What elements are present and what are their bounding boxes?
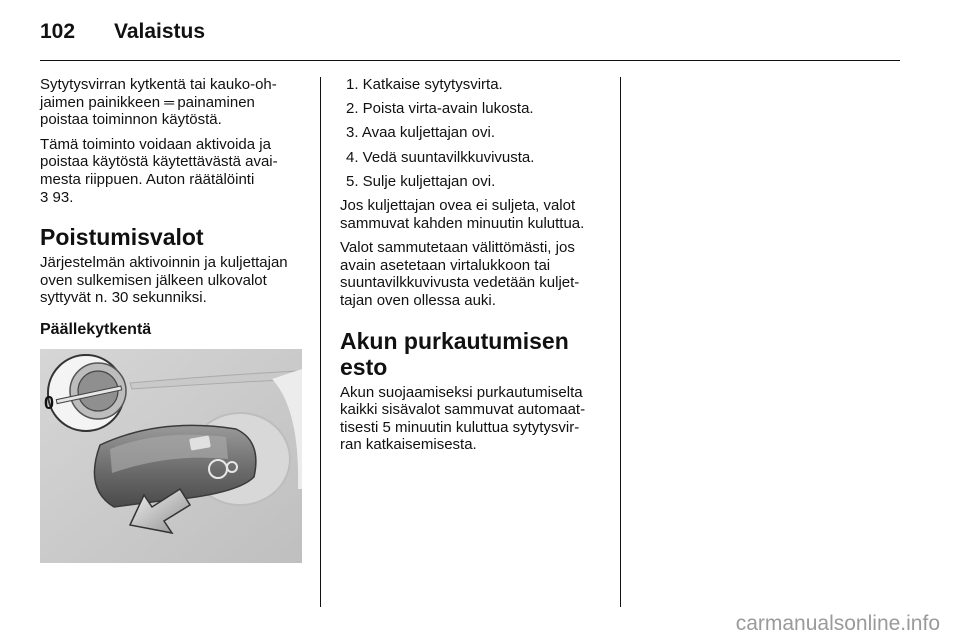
light-switch-symbol-icon: ═ [164,93,174,110]
left-column [40,76,312,563]
section-title-exit-lights: Poistumisvalot [40,224,204,251]
procedure-steps [340,76,612,190]
key-position-label: 0 [44,392,55,413]
list-item: 5. Sulje kuljettajan ovi. [346,172,496,190]
page-number: 102 [40,20,76,43]
right-column [340,76,612,461]
paragraph-door-open: Jos kuljettajan ovea ei suljeta, valot sammuvat kahden minuutin kuluttua. [340,196,585,232]
paragraph-battery-discharge: Akun suojaamiseksi purkautumiselta kaikki sisävalot sammuvat automaat- tisesti 5 minuutin kuluttua sytytysvir- ran katkaisemisesta. [340,383,586,454]
column-divider-1 [320,77,321,607]
list-item: 2. Poista virta-avain lukosta. [346,100,534,118]
list-item: 4. Vedä suuntavilkkuvivusta. [346,148,535,166]
header-rule [40,60,900,61]
paragraph-exit-lights: Järjestelmän aktivoinnin ja kuljettajan oven sulkemisen jälkeen ulkovalot syttyvät n. 30 sekunniksi. [40,254,288,307]
page-ref-arrow-icon: 3 [40,188,49,206]
turn-signal-lever-illustration [40,349,302,563]
paragraph-customization: Tämä toiminto voidaan aktivoida ja poistaa käytöstä käytettävästä avai- mesta riippuen. Auton räätälöinti 3 93. [40,135,278,206]
column-divider-2 [620,77,621,607]
subsection-title-activation: Päällekytkentä [40,320,152,338]
page-ref-number: 93. [48,188,74,206]
list-item: 1. Katkaise sytytysvirta. [346,76,503,93]
watermark: carmanualsonline.info [735,612,940,635]
section-title-battery-discharge: Akun purkautumisen esto [340,327,569,380]
paragraph-ignition: Sytytysvirran kytkentä tai kauko-oh- jaimen painikkeen ═ painaminen poistaa toiminnon käytöstä. [40,76,277,129]
paragraph-immediate-off: Valot sammutetaan välittömästi, jos avain asetetaan virtalukkoon tai suuntavilkkuvivusta vedetään kuljet- tajan oven ollessa auki. [340,239,580,309]
list-item: 3. Avaa kuljettajan ovi. [346,124,495,142]
chapter-title: Valaistus [114,20,206,43]
